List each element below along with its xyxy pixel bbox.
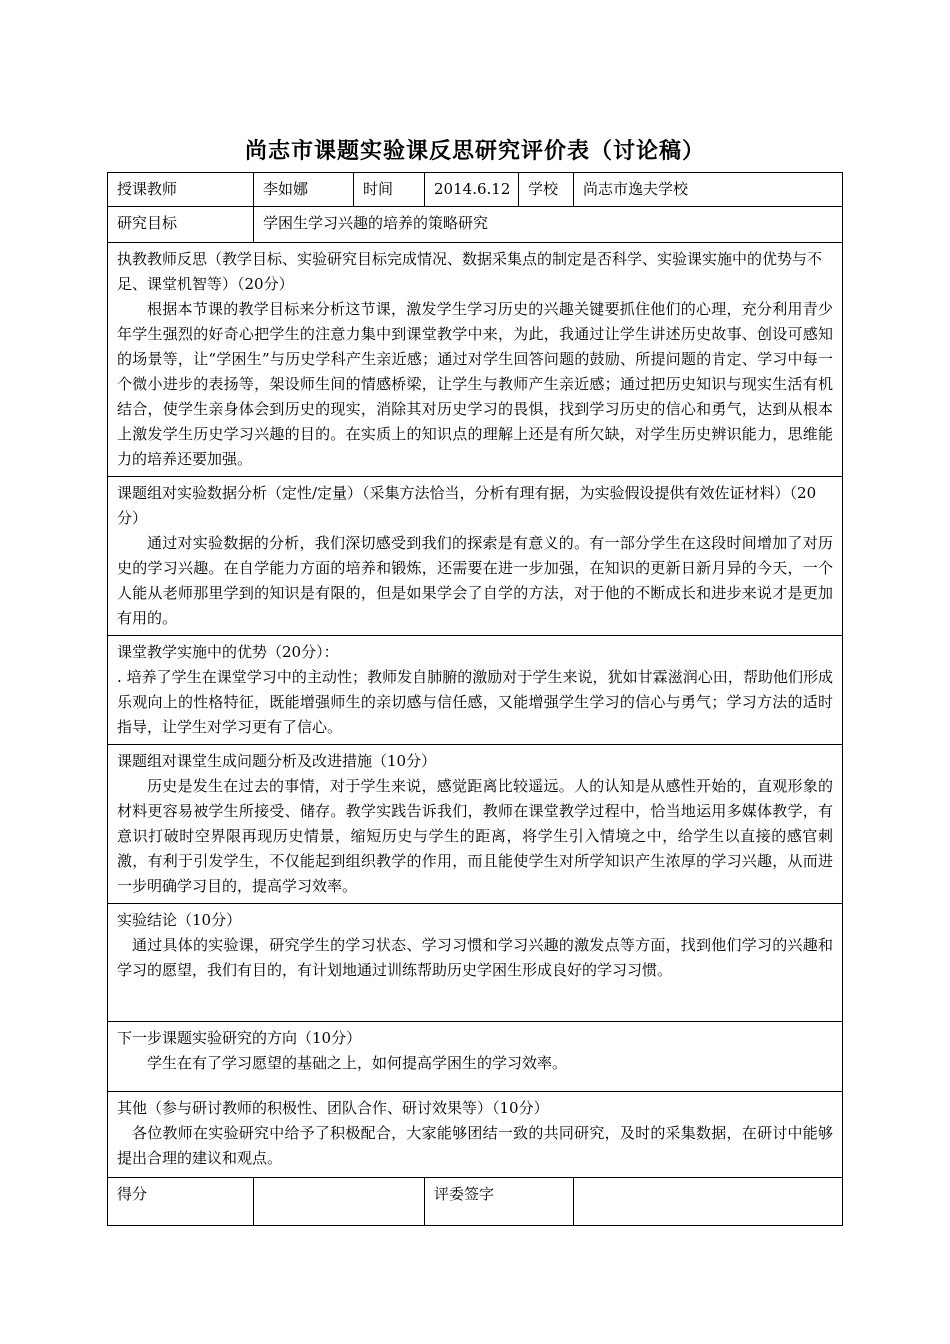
teacher-value: 李如娜 bbox=[254, 173, 354, 207]
conclusion-row bbox=[108, 904, 843, 1022]
next-steps-cell bbox=[108, 1022, 843, 1092]
data-analysis-heading: 课题组对实验数据分析（定性/定量）（采集方法恰当，分析有理有据，为实验假设提供有效佐证材料）（20分） bbox=[117, 484, 817, 527]
next-steps-row bbox=[108, 1022, 843, 1092]
problems-heading: 课题组对课堂生成问题分析及改进措施（10分） bbox=[117, 752, 437, 770]
teacher-label: 授课教师 bbox=[108, 173, 254, 207]
score-label: 得分 bbox=[108, 1178, 254, 1226]
advantages-body: . 培养了学生在课堂学习中的主动性；教师发自肺腑的激励对于学生来说，犹如甘霖滋润心田，帮助他们形成乐观向上的性格特征，既能增强师生的亲切感与信任感，又能增强学生学习的信心与勇气；学习方法的适时指导，让学生对学习更有了信心。 bbox=[117, 668, 834, 736]
signature-label: 评委签字 bbox=[425, 1178, 574, 1226]
school-label: 学校 bbox=[519, 173, 574, 207]
goal-row bbox=[108, 207, 843, 243]
evaluation-table bbox=[107, 172, 843, 1226]
other-row bbox=[108, 1092, 843, 1178]
goal-label: 研究目标 bbox=[108, 207, 254, 243]
advantages-cell bbox=[108, 636, 843, 745]
problems-cell bbox=[108, 745, 843, 904]
goal-value: 学困生学习兴趣的培养的策略研究 bbox=[254, 207, 843, 243]
next-steps-heading: 下一步课题实验研究的方向（10分） bbox=[117, 1029, 362, 1047]
conclusion-body: 通过具体的实验课，研究学生的学习状态、学习习惯和学习兴趣的激发点等方面，找到他们学习的兴趣和学习的愿望，我们有目的，有计划地通过训练帮助历史学困生形成良好的学习习惯。 bbox=[117, 936, 834, 979]
reflection-heading: 执教教师反思（教学目标、实验研究目标完成情况、数据采集点的制定是否科学、实验课实施中的优势与不足、课堂机智等）（20分） bbox=[117, 250, 823, 293]
advantages-heading: 课堂教学实施中的优势（20分）： bbox=[117, 643, 339, 661]
reflection-body: 根据本节课的教学目标来分析这节课，激发学生学习历史的兴趣关键要抓住他们的心理，充分利用青少年学生强烈的好奇心把学生的注意力集中到课堂教学中来，为此，我通过让学生讲述历史故事、创设可感知的场景等，让“学困生”与历史学科产生亲近感；通过对学生回答问题的鼓励、所提问题的肯定、学习中每一个微小进步的表扬等，架设师生间的情感桥梁，让学生与教师产生亲近感；通过把历史知识与现实生活有机结合，使学生亲身体会到历史的现实，消除其对历史学习的畏惧，找到学习历史的信心和勇气，达到从根本上激发学生历史学习兴趣的目的。在实质上的知识点的理解上还是有所欠缺，对学生历史辨识能力，思维能力的培养还要加强。 bbox=[117, 300, 834, 468]
score-value bbox=[254, 1178, 425, 1226]
info-row bbox=[108, 173, 843, 207]
data-analysis-body: 通过对实验数据的分析，我们深切感受到我们的探索是有意义的。有一部分学生在这段时间增加了对历史的学习兴趣。在自学能力方面的培养和锻炼，还需要在进一步加强，在知识的更新日新月异的今天，一个人能从老师那里学到的知识是有限的，但是如果学会了自学的方法，对于他的不断成长和进步来说才是更加有用的。 bbox=[117, 534, 834, 627]
score-row bbox=[108, 1178, 843, 1226]
conclusion-heading: 实验结论（10分） bbox=[117, 911, 242, 929]
problems-body: 历史是发生在过去的事情，对于学生来说，感觉距离比较遥远。人的认知是从感性开始的，直观形象的材料更容易被学生所接受、储存。教学实践告诉我们，教师在课堂教学过程中，恰当地运用多媒体教学，有意识打破时空界限再现历史情景，缩短历史与学生的距离，将学生引入情境之中，给学生以直接的感官刺激，有利于引发学生，不仅能起到组织教学的作用，而且能使学生对所学知识产生浓厚的学习兴趣，从而进一步明确学习目的，提高学习效率。 bbox=[117, 777, 834, 895]
conclusion-cell bbox=[108, 904, 843, 1022]
data-analysis-row bbox=[108, 477, 843, 636]
time-value: 2014.6.12 bbox=[425, 173, 519, 207]
next-steps-body: 学生在有了学习愿望的基础之上，如何提高学困生的学习效率。 bbox=[147, 1054, 568, 1072]
time-label: 时间 bbox=[354, 173, 425, 207]
other-heading: 其他（参与研讨教师的积极性、团队合作、研讨效果等）（10分） bbox=[117, 1099, 549, 1117]
reflection-cell bbox=[108, 243, 843, 477]
page-title: 尚志市课题实验课反思研究评价表（讨论稿） bbox=[244, 138, 705, 164]
school-value: 尚志市逸夫学校 bbox=[574, 173, 843, 207]
data-analysis-cell bbox=[108, 477, 843, 636]
problems-row bbox=[108, 745, 843, 904]
reflection-row bbox=[108, 243, 843, 477]
advantages-row bbox=[108, 636, 843, 745]
signature-value bbox=[574, 1178, 843, 1226]
other-body: 各位教师在实验研究中给予了积极配合，大家能够团结一致的共同研究，及时的采集数据，在研讨中能够提出合理的建议和观点。 bbox=[117, 1124, 834, 1167]
other-cell bbox=[108, 1092, 843, 1178]
